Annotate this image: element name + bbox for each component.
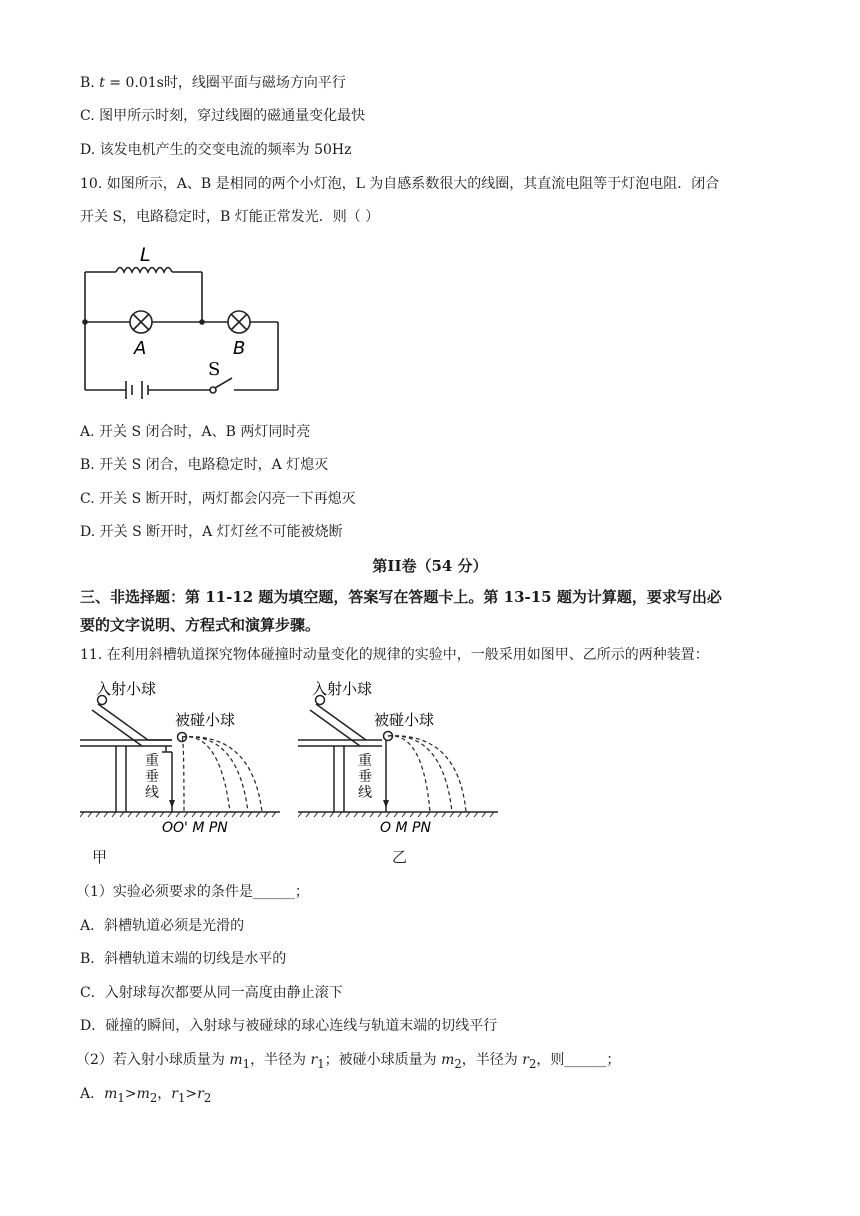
point-marks-jia: OO' M PN	[162, 820, 228, 836]
plumb-label-yi-2: 垂	[358, 769, 372, 785]
q11-sub1: （1）实验必须要求的条件是______；	[76, 884, 309, 900]
incident-ball-label-yi: 入射小球	[312, 680, 373, 698]
q11-sub1-option-c: C．入射球每次都要从同一高度由静止滚下	[80, 985, 343, 1001]
q10-option-c: C. 开关 S 断开时，两灯都会闪亮一下再熄灭	[80, 491, 356, 507]
plumb-label-1: 重	[145, 753, 159, 769]
q11-sub1-option-b: B．斜槽轨道末端的切线是水平的	[80, 951, 287, 967]
q10-option-b: B. 开关 S 闭合，电路稳定时，A 灯熄灭	[80, 457, 329, 473]
apparatus-figure-yi	[298, 680, 508, 870]
q11-sub1-option-a: A．斜槽轨道必须是光滑的	[80, 918, 245, 934]
q11-sub2: （2）若入射小球质量为 $m_1$，半径为 $r_1$；被碰小球质量为 $m_2$，半径为 $r_2$，则______；	[76, 1052, 621, 1071]
plumb-label-yi-3: 线	[358, 785, 372, 801]
q9-option-b: B. t = 0.01s时，线圈平面与磁场方向平行	[80, 75, 346, 91]
q9-option-d: D. 该发电机产生的交变电流的频率为 50Hz	[80, 142, 352, 158]
part-two-title: 第II卷（54 分）	[372, 557, 488, 575]
q10-option-d: D. 开关 S 断开时，A 灯灯丝不可能被烧断	[80, 524, 343, 540]
lamp-b-label: B	[233, 338, 246, 359]
q10-stem-line-2: 开关 S，电路稳定时，B 灯能正常发光．则（ ）	[80, 209, 380, 225]
q10-stem-line-1: 10. 如图所示，A、B 是相同的两个小灯泡，L 为自感系数很大的线圈，其直流电阻等于灯泡电阻．闭合	[80, 176, 720, 192]
target-ball-label-yi: 被碰小球	[374, 711, 435, 729]
section-three-heading-2: 要的文字说明、方程式和演算步骤。	[80, 616, 321, 634]
lamp-a-label: A	[134, 338, 147, 359]
figure-yi-caption: 乙	[392, 848, 408, 866]
point-marks-yi: O M PN	[380, 820, 431, 836]
q11-stem: 11. 在利用斜槽轨道探究物体碰撞时动量变化的规律的实验中，一般采用如图甲、乙所示的两种装置：	[80, 647, 709, 663]
figure-jia-caption: 甲	[92, 848, 108, 866]
apparatus-figure-jia	[80, 680, 290, 870]
q10-option-a: A. 开关 S 闭合时，A、B 两灯同时亮	[80, 424, 311, 440]
incident-ball-label: 入射小球	[96, 680, 157, 698]
inductor-label: L	[140, 244, 151, 266]
plumb-label-yi-1: 重	[358, 753, 372, 769]
q11-sub1-option-d: D．碰撞的瞬间，入射球与被碰球的球心连线与轨道末端的切线平行	[80, 1018, 498, 1034]
switch-label: S	[208, 359, 221, 380]
plumb-label-2: 垂	[145, 769, 159, 785]
plumb-label-3: 线	[145, 785, 159, 801]
section-three-heading-1: 三、非选择题：第 11-12 题为填空题，答案写在答题卡上。第 13-15 题为计算题，要求写出必	[80, 588, 722, 606]
circuit-diagram	[70, 240, 300, 405]
q9-option-c: C. 图甲所示时刻，穿过线圈的磁通量变化最快	[80, 108, 366, 124]
target-ball-label: 被碰小球	[175, 711, 236, 729]
q11-sub2-option-a: A．$m_1>m_2$，$r_1>r_2$	[80, 1086, 212, 1105]
